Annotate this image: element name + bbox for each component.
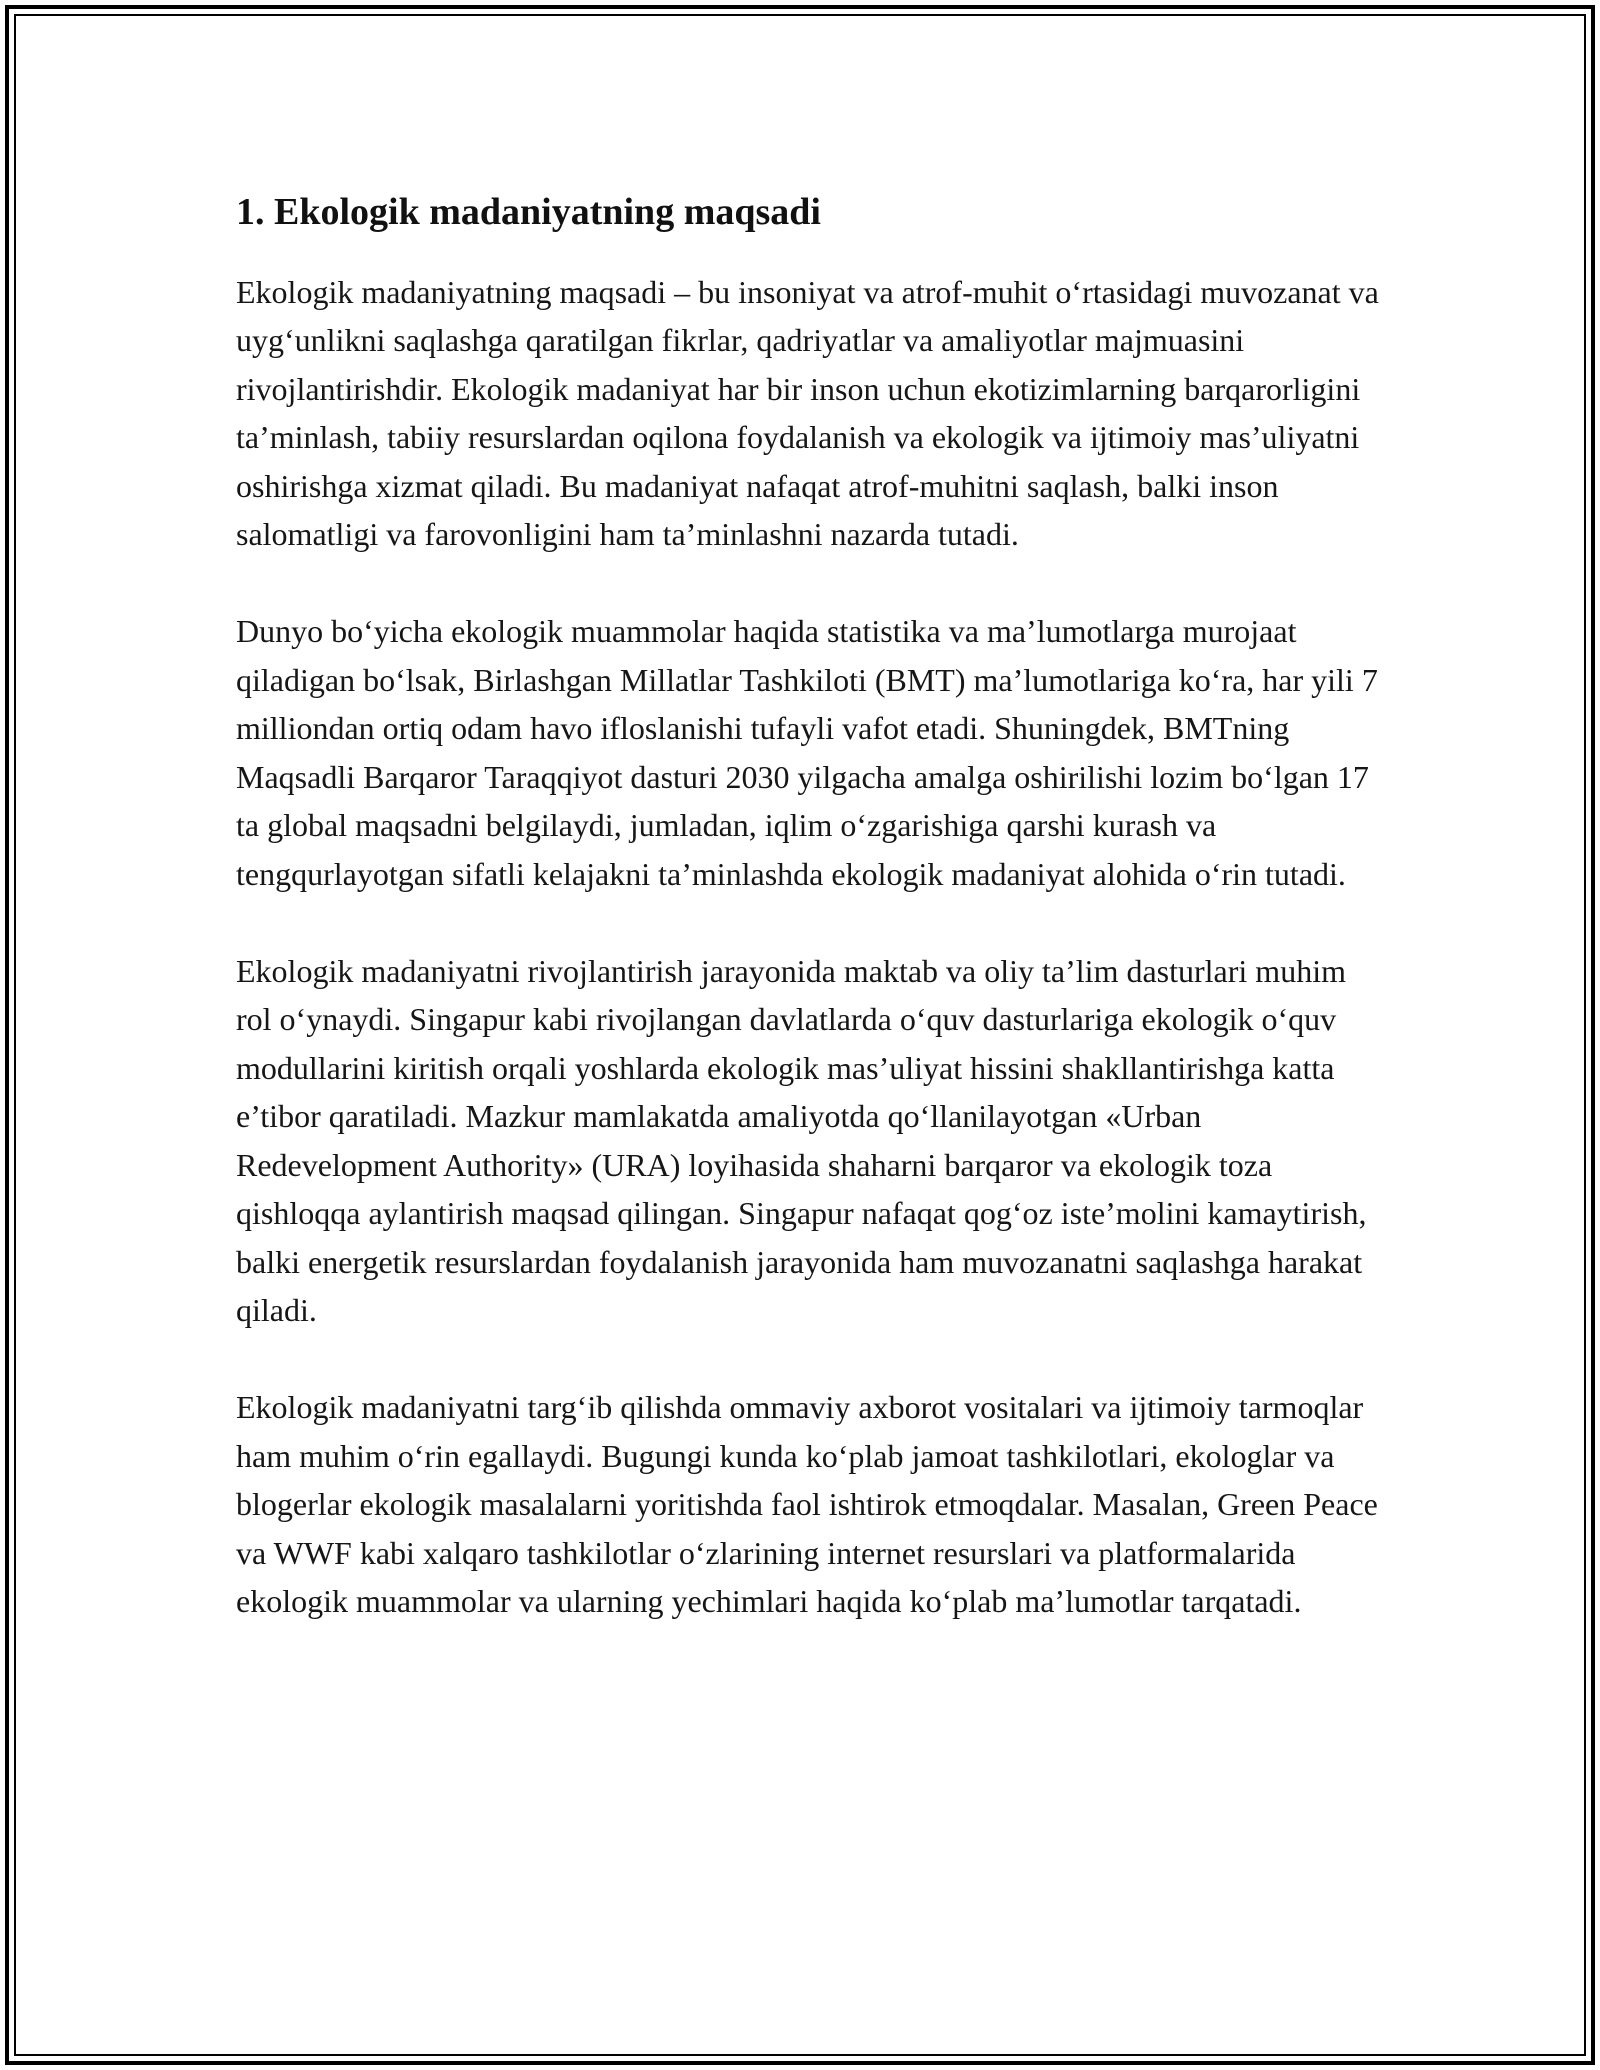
paragraph-purpose: Ekologik madaniyatning maqsadi – bu insoniyat va atrof-muhit o‘rtasidagi muvozanat va uyg‘unlikni saqlashga qaratilgan fikrlar, qadriyatlar va amaliyotlar majmuasini rivojlantirishdir. Ekologik madaniyat har bir inson uchun ekotizimlarning barqarorligini ta’minlash, tabiiy resurslardan oqilona foydalanish va ekologik va ijtimoiy mas’uliyatni oshirishga xizmat qiladi. Bu madaniyat nafaqat atrof-muhitni saqlash, balki inson salomatligi va farovonligini ham ta’minlashni nazarda tutadi. — [236, 273, 1379, 553]
document-body — [236, 182, 1381, 1674]
section-heading: 1. Ekologik madaniyatning maqsadi — [236, 191, 821, 233]
paragraph-media: Ekologik madaniyatni targ‘ib qilishda ommaviy axborot vositalari va ijtimoiy tarmoqlar ham muhim o‘rin egallaydi. Bugungi kunda ko‘plab jamoat tashkilotlari, ekologlar va blogerlar ekologik masalalarni yoritishda faol ishtirok etmoqdalar. Masalan, Green Peace va WWF kabi xalqaro tashkilotlar o‘zlarining internet resurslari va platformalarida ekologik muammolar va ularning yechimlari haqida ko‘plab ma’lumotlar tarqatadi. — [236, 1389, 1378, 1620]
paragraph-statistics: Dunyo bo‘yicha ekologik muammolar haqida statistika va ma’lumotlarga murojaat qiladigan bo‘lsak, Birlashgan Millatlar Tashkiloti (BMT) ma’lumotlariga ko‘ra, har yili 7 milliondan ortiq odam havo ifloslanishi tufayli vafot etadi. Shuningdek, BMTning Maqsadli Barqaror Taraqqiyot dasturi 2030 yilgacha amalga oshirilishi lozim bo‘lgan 17 ta global maqsadni belgilaydi, jumladan, iqlim o‘zgarishiga qarshi kurash va tengqurlayotgan sifatli kelajakni ta’minlashda ekologik madaniyat alohida o‘rin tutadi. — [236, 613, 1378, 892]
paragraph-education: Ekologik madaniyatni rivojlantirish jarayonida maktab va oliy ta’lim dasturlari muhim rol o‘ynaydi. Singapur kabi rivojlangan davlatlarda o‘quv dasturlariga ekologik o‘quv modullarini kiritish orqali yoshlarda ekologik mas’uliyat hissini shakllantirishga katta e’tibor qaratiladi. Mazkur mamlakatda amaliyotda qo‘llanilayotgan «Urban Redevelopment Authority» (URA) loyihasida shaharni barqaror va ekologik toza qishloqqa aylantirish maqsad qilingan. Singapur nafaqat qog‘oz iste’molini kamaytirish, balki energetik resurslardan foydalanish jarayonida ham muvozanatni saqlashga harakat qiladi. — [236, 952, 1367, 1329]
